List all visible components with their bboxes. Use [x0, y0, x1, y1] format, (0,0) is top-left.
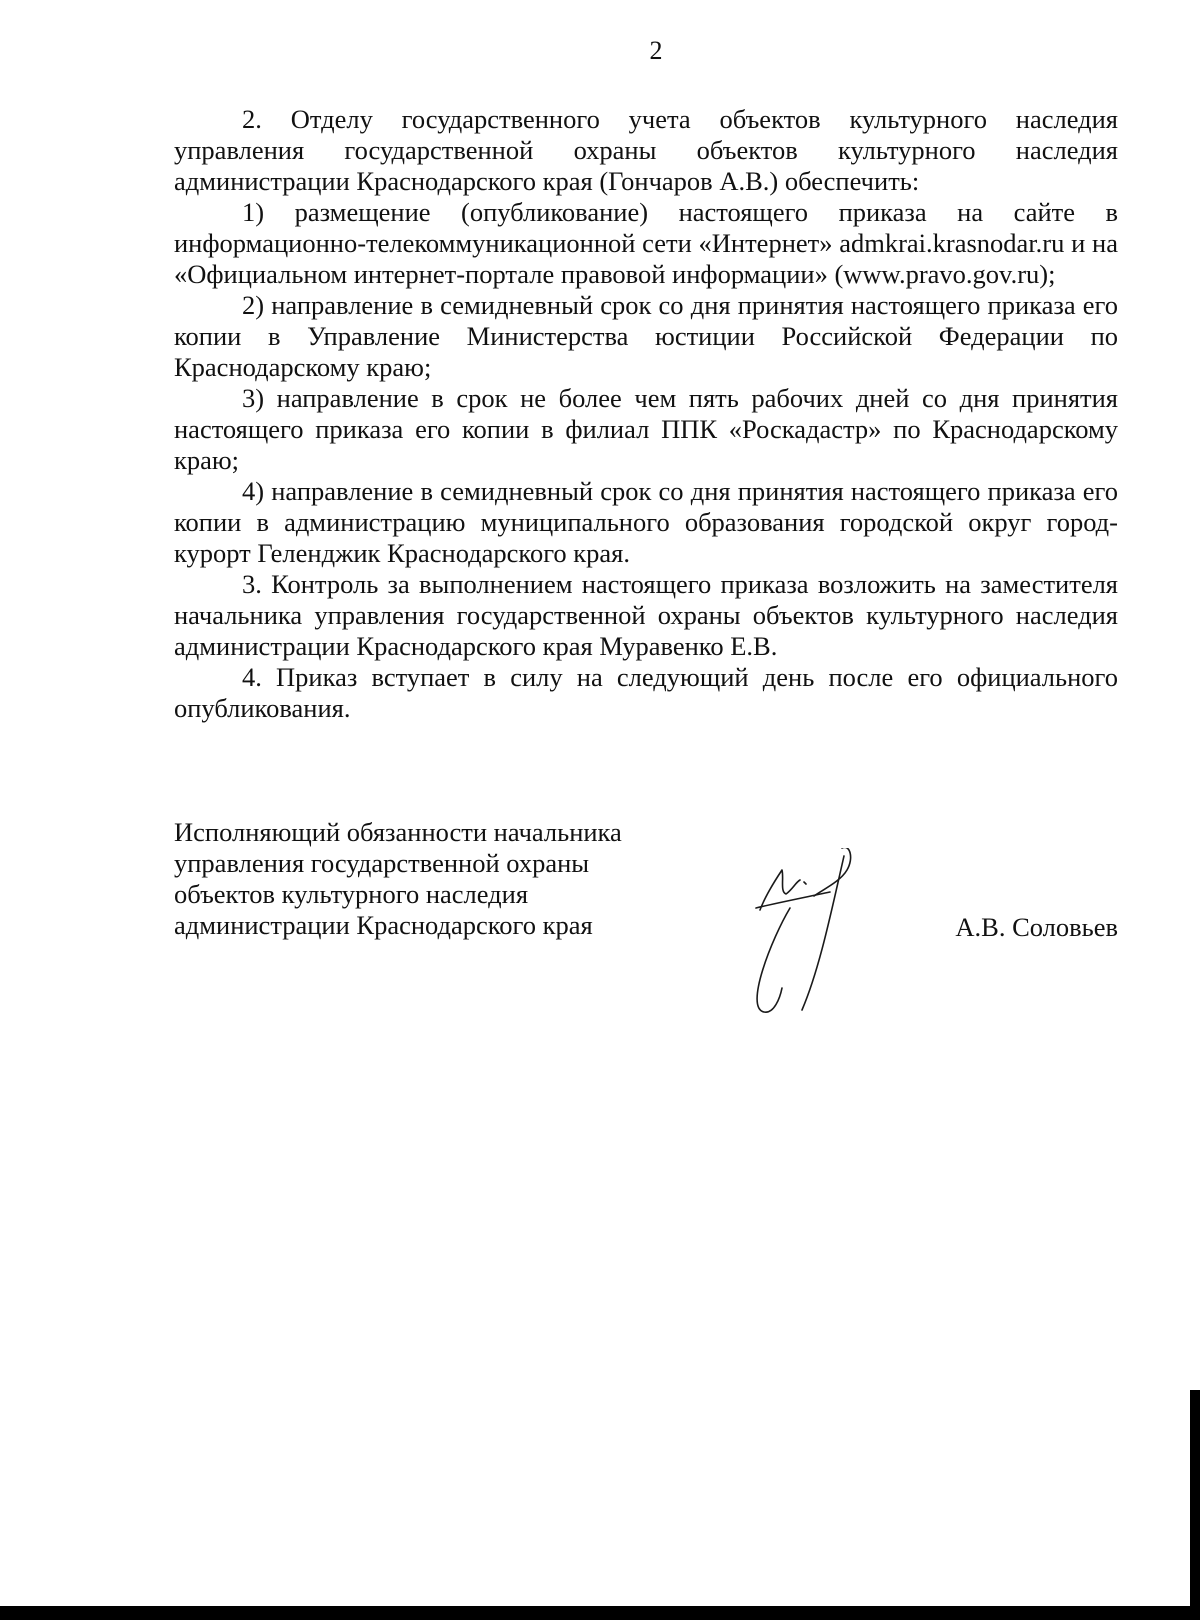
handwritten-signature	[752, 848, 892, 1048]
signature-stroke	[757, 908, 790, 1012]
paragraph-item-2: 2. Отделу государственного учета объектов культурного наследия управления государственной охраны объектов культурного наследия администрации Краснодарского края (Гончаров А.В.) обеспечить:	[174, 104, 1118, 196]
paragraph-item-3: 3. Контроль за выполнением настоящего приказа возложить на заместителя начальника управления государственной охраны объектов культурного наследия администрации Краснодарского края Муравенко Е.В.	[174, 569, 1118, 661]
document-body	[174, 104, 1118, 724]
paragraph-subitem-1: 1) размещение (опубликование) настоящего приказа на сайте в информационно-телекоммуникационной сети «Интернет» admkrai.krasnodar.ru и на «Официальном интернет-портале правовой информации» (www.pravo.gov.ru);	[174, 197, 1118, 289]
scan-border-bottom	[0, 1606, 1200, 1620]
signature-stroke	[760, 870, 800, 910]
signatory-name: А.В. Соловьев	[955, 912, 1118, 942]
paragraph-item-4: 4. Приказ вступает в силу на следующий день после его официального опубликования.	[174, 662, 1118, 723]
signatory-position-line: администрации Краснодарского края	[174, 910, 593, 940]
signature-stroke	[814, 848, 851, 896]
page-number: 2	[649, 36, 663, 65]
scan-border-right	[1190, 1390, 1200, 1620]
signatory-position-line: Исполняющий обязанности начальника	[174, 817, 622, 847]
paragraph-subitem-3: 3) направление в срок не более чем пять рабочих дней со дня принятия настоящего приказа его копии в филиал ППК «Роскадастр» по Краснодарскому краю;	[174, 383, 1118, 475]
paragraph-subitem-2: 2) направление в семидневный срок со дня принятия настоящего приказа его копии в Управление Министерства юстиции Российской Федерации по Краснодарскому краю;	[174, 290, 1118, 382]
signatory-position-line: объектов культурного наследия	[174, 879, 529, 909]
paragraph-subitem-4: 4) направление в семидневный срок со дня принятия настоящего приказа его копии в администрацию муниципального образования городской округ город-курорт Геленджик Краснодарского края.	[174, 476, 1118, 568]
signature-stroke	[804, 882, 806, 884]
signatory-position	[174, 817, 622, 941]
signatory-position-line: управления государственной охраны	[174, 848, 590, 878]
